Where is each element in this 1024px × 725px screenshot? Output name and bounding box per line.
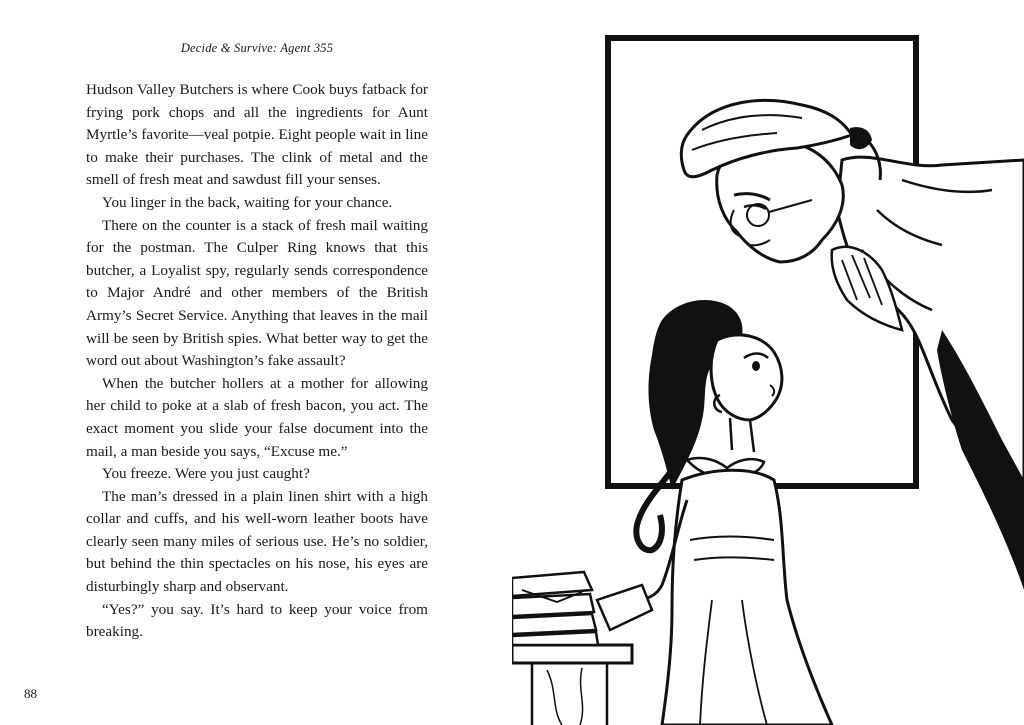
page-number: 88 [24, 686, 37, 701]
paragraph: There on the counter is a stack of fresh mail waiting for the postman. The Culper Ring knows that this butcher, a Loyalist spy, regularly sends correspondence to Major André and other members of the British Army’s Secret Service. Anything that leaves in the mail will be seen by British spies. What better way to get the word out about Washington’s fake assault? [86, 216, 428, 370]
letter [597, 585, 652, 630]
paragraph: The man’s dressed in a plain linen shirt with a high collar and cuffs, and his well-worn leather boots have clearly seen many miles of serious use. He’s no soldier, but behind the thin spectacles on his nose, his eyes are disturbingly sharp and observant. [86, 487, 428, 596]
girl-braid [636, 470, 672, 550]
body-text [86, 79, 428, 644]
counter-top [512, 645, 632, 663]
girl-eye [752, 361, 760, 371]
illustration [512, 0, 1024, 725]
girl-dress [662, 470, 832, 725]
right-page [512, 0, 1024, 725]
man-queue [850, 127, 872, 149]
paragraph: You freeze. Were you just caught? [102, 465, 310, 483]
paragraph: You linger in the back, waiting for your chance. [102, 193, 393, 211]
paragraph: Hudson Valley Butchers is where Cook buys fatback for frying pork chops and all the ingredients for Aunt Myrtle’s favorite—veal potpie. Eight people wait in line to make their purchases. The clink of metal and the smell of fresh meat and sawdust fill your senses. [86, 81, 428, 189]
counter-leg [532, 663, 607, 725]
paragraph: “Yes?” you say. It’s hard to keep your voice from breaking. [86, 600, 428, 641]
mail-stack [512, 572, 598, 645]
paragraph: When the butcher hollers at a mother for allowing her child to poke at a slab of fresh bacon, you act. The exact moment you slide your false document into the mail, a man beside you says, “Excuse me.” [86, 374, 428, 460]
running-head: Decide & Survive: Agent 355 [180, 41, 334, 55]
girl-face [711, 335, 782, 420]
